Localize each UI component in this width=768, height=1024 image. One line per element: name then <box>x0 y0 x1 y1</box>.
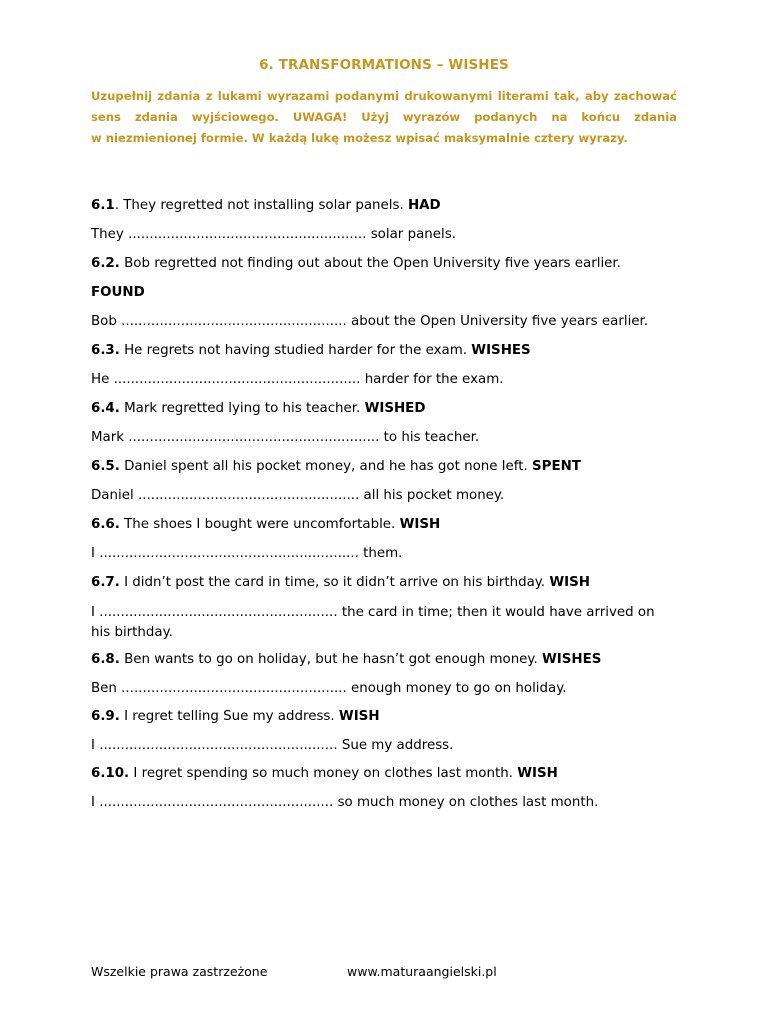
exercise-prompt <box>91 256 621 271</box>
exercise-keyword: SPENT <box>531 459 581 474</box>
exercise-answer-line: Bob ..................................................... about the Open University five years earlier. <box>91 314 649 329</box>
exercise-number: 6.7. <box>91 575 120 590</box>
exercise-prompt <box>91 517 440 532</box>
exercise-keyword: WISH <box>549 575 590 590</box>
exercise-prompt: 6.1. They regretted not installing solar panels. HAD <box>91 198 441 213</box>
exercise-keyword: HAD <box>407 198 441 213</box>
exercise-answer-line: I ........................................................ Sue my address. <box>91 738 454 753</box>
instruction-line: w niezmienionej formie. W każdą lukę możesz wpisać maksymalnie cztery wyrazy. <box>91 131 628 145</box>
instruction-line: Uzupełnij zdania z lukami wyrazami podanymi drukowanymi literami tak, aby zachować <box>91 89 677 103</box>
exercise-prompt <box>91 652 601 667</box>
exercise-prompt <box>91 459 581 474</box>
exercise-sentence: He regrets not having studied harder for the exam. <box>124 343 468 358</box>
page-title: 6. TRANSFORMATIONS – WISHES <box>259 57 509 73</box>
exercise-answer-line: I ........................................................ the card in time; then it would have arrived on his birthday. <box>91 605 655 640</box>
exercise-number: 6.10. <box>91 766 130 781</box>
instruction-text <box>91 86 677 149</box>
exercise-number: 6.9. <box>91 709 120 724</box>
exercise-keyword: WISHES <box>541 652 602 667</box>
exercise-prompt <box>91 709 380 724</box>
exercise-keyword: WISH <box>338 709 380 724</box>
exercise-keyword: FOUND <box>91 285 145 300</box>
exercise-keyword: WISH <box>517 766 558 781</box>
exercise-answer-line: They ........................................................ solar panels. <box>91 227 456 242</box>
exercise-number: 6.2. <box>91 256 120 271</box>
instruction-line: sens zdania wyjściowego. UWAGA! Użyj wyrazów podanych na końcu zdania <box>91 110 677 124</box>
exercise-sentence: Ben wants to go on holiday, but he hasn’t got enough money. <box>124 652 538 667</box>
exercise-number: 6.5. <box>91 459 120 474</box>
exercise-sentence: I regret spending so much money on clothes last month. <box>133 766 513 781</box>
exercise-answer-line: He .......................................................... harder for the exam. <box>91 372 504 387</box>
exercise-answer-line: I ....................................................... so much money on clothes last month. <box>91 795 599 810</box>
exercise-answer-line: Ben ..................................................... enough money to go on holiday. <box>91 681 567 696</box>
exercise-sentence: Mark regretted lying to his teacher. <box>124 401 361 416</box>
exercise-keyword: WISH <box>399 517 441 532</box>
exercise-keyword: WISHES <box>471 343 531 358</box>
exercise-keyword: WISHED <box>364 401 426 416</box>
exercise-number: 6.6. <box>91 517 120 532</box>
exercise-prompt-keyword-line <box>91 285 145 300</box>
exercise-sentence: Bob regretted not finding out about the Open University five years earlier. <box>124 256 621 271</box>
exercise-answer-line: Mark ........................................................... to his teacher. <box>91 430 480 445</box>
exercise-sentence: I regret telling Sue my address. <box>124 709 335 724</box>
footer-copyright: Wszelkie prawa zastrzeżone <box>91 964 268 979</box>
exercise-answer-line: Daniel .................................................... all his pocket money. <box>91 488 505 503</box>
exercise-number: 6.1 <box>91 198 115 213</box>
exercise-prompt <box>91 343 531 358</box>
exercise-number: 6.3. <box>91 343 120 358</box>
exercise-prompt <box>91 575 590 590</box>
exercise-prompt <box>91 766 558 781</box>
exercise-answer-line: I ............................................................. them. <box>91 546 403 561</box>
exercise-sentence: Daniel spent all his pocket money, and he has got none left. <box>124 459 528 474</box>
footer-website: www.maturaangielski.pl <box>347 964 497 979</box>
exercise-number: 6.4. <box>91 401 120 416</box>
exercise-sentence: The shoes I bought were uncomfortable. <box>124 517 396 532</box>
exercise-sentence: They regretted not installing solar panels. <box>123 198 404 213</box>
exercise-sentence: I didn’t post the card in time, so it didn’t arrive on his birthday. <box>124 575 546 590</box>
exercise-number: 6.8. <box>91 652 120 667</box>
exercise-prompt <box>91 401 425 416</box>
